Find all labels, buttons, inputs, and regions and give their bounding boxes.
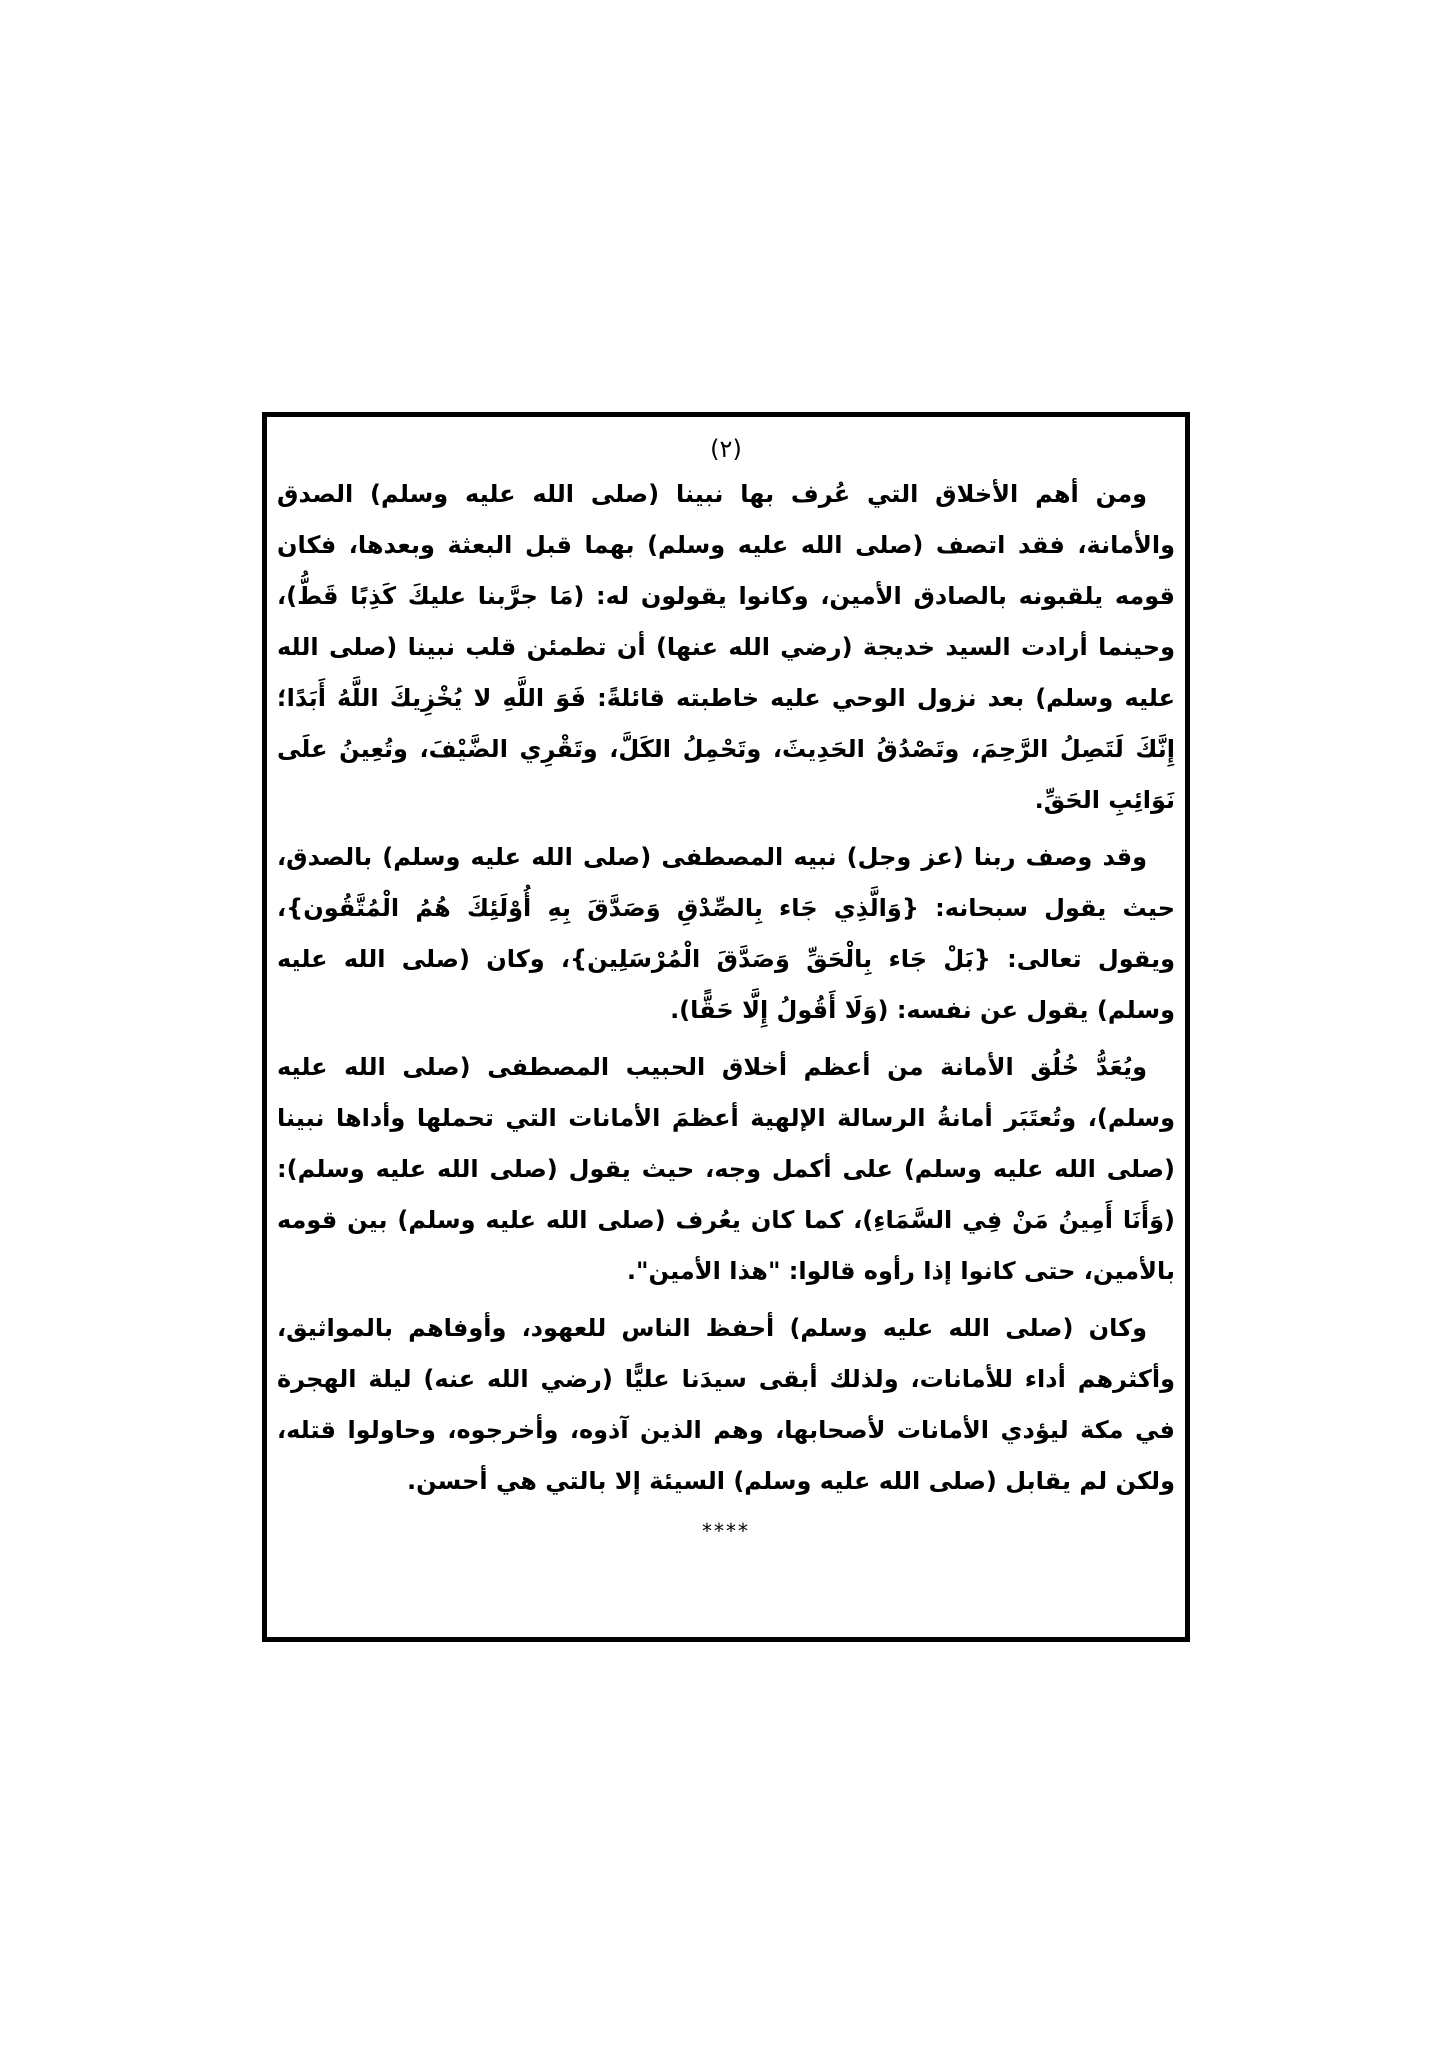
paragraph-quran-truthfulness: وقد وصف ربنا (عز وجل) نبيه المصطفى (صلى الله عليه وسلم) بالصدق، حيث يقول سبحانه: {وَالَّذِي جَاء بِالصِّدْقِ وَصَدَّقَ بِهِ أُوْلَئِكَ هُمُ الْمُتَّقُون}، ويقول تعالى: {بَلْ جَاء بِالْحَقِّ وَصَدَّقَ الْمُرْسَلِين}، وكان (صلى الله عليه وسلم) يقول عن نفسه: (وَلَا أَقُولُ إِلَّا حَقًّا). [277, 843, 1175, 1024]
page-number: (٢) [710, 435, 742, 463]
paragraph-keeping-trusts: وكان (صلى الله عليه وسلم) أحفظ الناس للعهود، وأوفاهم بالمواثيق، وأكثرهم أداء للأمانات، ولذلك أبقى سيدَنا عليًّا (رضي الله عنه) ليلة الهجرة في مكة ليؤدي الأمانات لأصحابها، وهم الذين آذوه، وأخرجوه، وحاولوا قتله، ولكن لم يقابل (صلى الله عليه وسلم) السيئة إلا بالتي هي أحسن. [277, 1314, 1175, 1495]
page-frame [262, 412, 1190, 1642]
section-separator: **** [702, 1519, 750, 1543]
paragraph-honesty-trust: ومن أهم الأخلاق التي عُرف بها نبينا (صلى الله عليه وسلم) الصدق والأمانة، فقد اتصف (صلى الله عليه وسلم) بهما قبل البعثة وبعدها، فكان قومه يلقبونه بالصادق الأمين، وكانوا يقولون له: (مَا جرَّبنا عليكَ كَذِبًا قَطُّ)، وحينما أرادت السيد خديجة (رضي الله عنها) أن تطمئن قلب نبينا (صلى الله عليه وسلم) بعد نزول الوحي عليه خاطبته قائلةً: فَوَ اللَّهِ لا يُخْزِيكَ اللَّهُ أَبَدًا؛ إِنَّكَ لَتَصِلُ الرَّحِمَ، وتَصْدُقُ الحَدِيثَ، وتَحْمِلُ الكَلَّ، وتَقْرِي الضَّيْفَ، وتُعِينُ علَى نَوَائِبِ الحَقِّ. [277, 480, 1175, 814]
document-body [277, 429, 1175, 1551]
paragraph-trustworthiness: ويُعَدُّ خُلُق الأمانة من أعظم أخلاق الحبيب المصطفى (صلى الله عليه وسلم)، وتُعتَبَر أمانةُ الرسالة الإلهية أعظمَ الأمانات التي تحملها وأداها نبينا (صلى الله عليه وسلم) على أكمل وجه، حيث يقول (صلى الله عليه وسلم): (وَأَنَا أَمِينُ مَنْ فِي السَّمَاءِ)، كما كان يعُرف (صلى الله عليه وسلم) بين قومه بالأمين، حتى كانوا إذا رأوه قالوا: "هذا الأمين". [277, 1053, 1175, 1285]
